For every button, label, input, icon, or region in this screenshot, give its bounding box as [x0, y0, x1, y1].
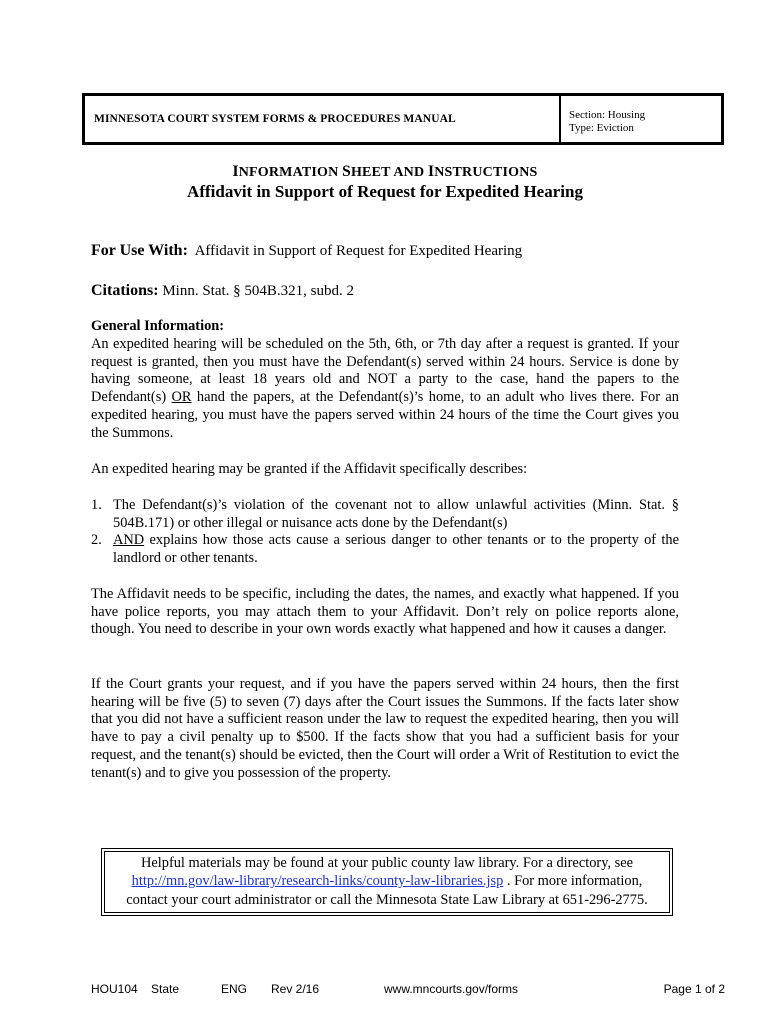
list-item: 2. AND explains how those acts cause a serious danger to other tenants or to the property of the landlord or other tenants.	[91, 532, 679, 567]
header-box	[82, 93, 724, 145]
footer-state: State	[151, 982, 180, 996]
info-sheet-title: INFORMATION SHEET AND INSTRUCTIONS	[232, 163, 538, 180]
help-line-3: contact your court administrator or call the Minnesota State Law Library at 651-296-2775.	[126, 891, 648, 908]
citations-value: Minn. Stat. § 504B.321, subd. 2	[162, 283, 354, 299]
paragraph-specifics: The Affidavit needs to be specific, including the dates, the names, and exactly what happened. If you have police reports, you may attach them to your Affidavit. Don’t rely on police reports alone, though. You need to describe in your own words exactly what happened and how it causes a danger.	[91, 586, 679, 638]
criteria-list	[91, 497, 679, 568]
paragraph-service: An expedited hearing will be scheduled on the 5th, 6th, or 7th day after a request is granted. If your request is granted, then you must have the Defendant(s) served within 24 hours. Service is done by having someone, at least 18 years old and NOT a party to the case, hand the papers to the Defendant(s) OR hand the papers, at the Defendant(s)’s home, to an adult who lives there. For an expedited hearing, you must have the papers served within 24 hours of the time the Court gives you the Summons.	[91, 336, 679, 441]
citations	[91, 282, 354, 300]
help-line-2: http://mn.gov/law-library/research-links/county-law-libraries.jsp . For more information,	[131, 873, 643, 890]
law-library-link[interactable]: http://mn.gov/law-library/research-links/county-law-libraries.jsp	[131, 873, 504, 890]
help-box	[104, 851, 670, 913]
footer-revision: Rev 2/16	[271, 982, 320, 996]
page-number: Page 1 of 2	[663, 982, 725, 996]
form-id: HOU104	[91, 982, 138, 996]
for-use-with	[91, 242, 522, 260]
footer-language: ENG	[221, 982, 248, 996]
section-label: Section: Housing	[569, 109, 646, 121]
for-use-label: For Use With:	[91, 242, 188, 259]
footer-url: www.mncourts.gov/forms	[384, 982, 519, 996]
help-line-1: Helpful materials may be found at your public county law library. For a directory, see	[140, 855, 634, 871]
list-item: 1. The Defendant(s)’s violation of the covenant not to allow unlawful activities (Minn. Stat. § 504B.171) or other illegal or nuisance acts done by the Defendant(s)	[91, 497, 679, 531]
section-info	[561, 96, 721, 142]
paragraph-outcome: If the Court grants your request, and if you have the papers served within 24 hours, then the first hearing will be five (5) to seven (7) days after the Court issues the Summons. If the facts later show that you did not have a sufficient reason under the law to request the expedited hearing, then you will have to pay a civil penalty up to $500. If the facts show that you had a sufficient basis for your request, and the tenant(s) should be evicted, then the Court will order a Writ of Restitution to evict the tenant(s) and to give you possession of the property.	[91, 676, 679, 781]
type-label: Type: Eviction	[569, 122, 634, 134]
general-info-heading: General Information:	[91, 318, 225, 334]
paragraph-criteria-intro: An expedited hearing may be granted if the Affidavit specifically describes:	[91, 461, 528, 477]
page-title: Affidavit in Support of Request for Expedited Hearing	[187, 182, 583, 201]
for-use-value: Affidavit in Support of Request for Expedited Hearing	[194, 243, 523, 259]
citations-label: Citations:	[91, 282, 159, 299]
manual-title: MINNESOTA COURT SYSTEM FORMS & PROCEDURES MANUAL	[85, 96, 561, 142]
